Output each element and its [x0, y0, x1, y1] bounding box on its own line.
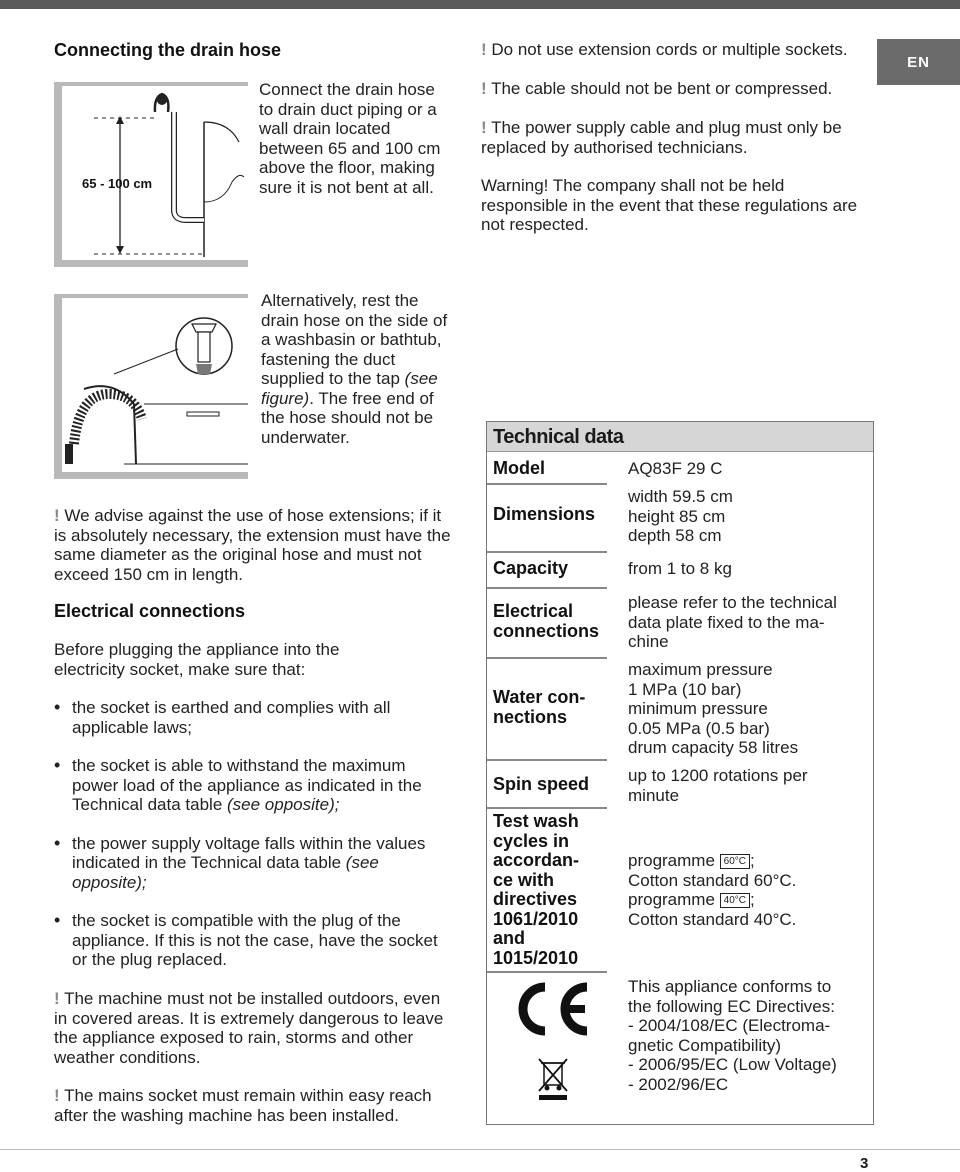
row-divider [487, 759, 607, 761]
electrical-connections-heading: Electrical connections [54, 601, 246, 621]
weee-bin-icon [536, 1057, 570, 1106]
language-tab: EN [877, 39, 960, 85]
row-divider [487, 483, 607, 485]
page-number: 3 [860, 1155, 869, 1172]
drain-paragraph-1: Connect the drain hose to drain duct piping or a wall drain located between 65 and 100 cm above the floor, making sure it is not bent at all. [259, 80, 441, 197]
figure-washbasin [54, 294, 248, 479]
row-divider [487, 971, 607, 973]
list-item: • the power supply voltage falls within the values indicated in the Technical data table (see opposite); [54, 834, 454, 893]
figure-drain-height [54, 82, 248, 267]
row-divider [487, 551, 607, 553]
washbasin-illustration [54, 294, 248, 479]
hose-extension-warning: ! We advise against the use of hose extensions; if it is absolutely necessary, the extension must have the same diameter as the original hose and must not exceed 150 cm in length. [54, 506, 451, 584]
extension-cord-warning: ! Do not use extension cords or multiple sockets. [481, 40, 848, 59]
technical-data-table: Technical data Model AQ83F 29 C Dimensions width 59.5 cm height 85 cm depth 58 cm Capacity from 1 to 8 kg Electrical connections please refer to the technical data plate fixed to the ma- chine Water con- nections maximum pressure 1 MPa (10 bar) minimum pressure 0.05 MPa (0.5 bar) drum capacity 58 litres Spin speed up to 1200 rotations per minute Test wash cycles in accordan- ce with directives 1061/2010 and 1015/2010 programme 60°C ; Cotton standard 60°C. programme 40°C ; Cotton standard 40°C. This appliance conforms to the following EC Directives: - 2004/108/EC (Electroma- gnetic Compatibility) - 2006/95/EC (Low Voltage) - 2002/96/EC [486, 421, 874, 1125]
outdoor-warning: ! The machine must not be installed outdoors, even in covered areas. It is extremely dangerous to leave the appliance exposed to rain, storms and other weather conditions. [54, 989, 444, 1067]
technical-data-title: Technical data [487, 422, 873, 452]
drain-height-illustration [54, 82, 248, 267]
row-divider [487, 807, 607, 809]
programme-40-icon: 40°C [720, 893, 750, 908]
height-range-label: 65 - 100 cm [82, 176, 153, 191]
electrical-intro: Before plugging the appliance into the electricity socket, make sure that: [54, 640, 340, 679]
electrical-checklist [54, 698, 454, 989]
drain-paragraph-2: Alternatively, rest the drain hose on the side of a washbasin or bathtub, fastening the duct supplied to the tap (see figure). The free end of the hose should not be underwater. [261, 291, 448, 447]
socket-reach-warning: ! The mains socket must remain within easy reach after the washing machine has been installed. [54, 1086, 432, 1125]
programme-60-icon: 60°C [720, 854, 750, 869]
top-bar [0, 0, 960, 9]
row-divider [487, 587, 607, 589]
cable-replace-warning: ! The power supply cable and plug must only be replaced by authorised technicians. [481, 118, 842, 157]
cable-bend-warning: ! The cable should not be bent or compressed. [481, 79, 833, 98]
list-item: • the socket is compatible with the plug of the appliance. If this is not the case, have the socket or the plug replaced. [54, 911, 454, 970]
liability-warning: Warning! The company shall not be held responsible in the event that these regulations are not respected. [481, 176, 858, 234]
drain-hose-heading: Connecting the drain hose [54, 40, 282, 60]
list-item: • the socket is earthed and complies with all applicable laws; [54, 698, 454, 737]
row-divider [487, 657, 607, 659]
footer-rule [0, 1149, 960, 1150]
list-item: • the socket is able to withstand the maximum power load of the appliance as indicated in the Technical data table (see opposite); [54, 756, 454, 815]
ce-mark-icon [507, 981, 591, 1042]
